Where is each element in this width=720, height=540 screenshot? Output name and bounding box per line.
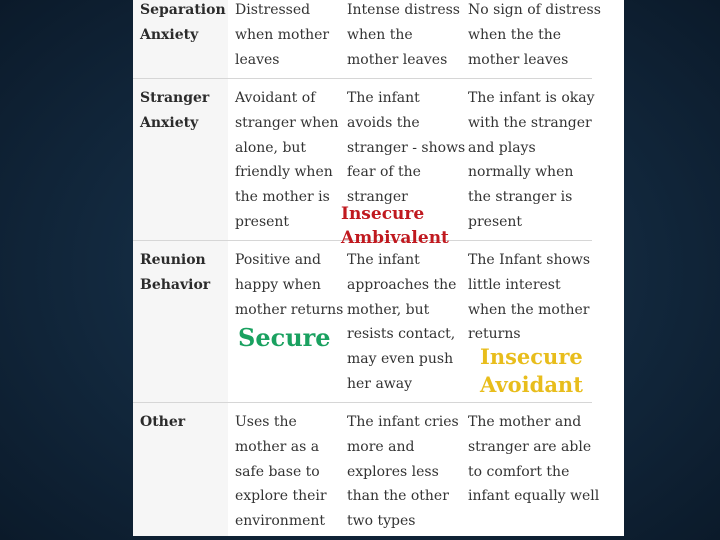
- cell-reunion-avoidant: The Infant shows little interest when the mother returns: [468, 252, 591, 343]
- cell-other-avoidant: The mother and stranger are able to comfort the infant equally well: [468, 414, 600, 505]
- row-label-reunion-behavior: Reunion Behavior: [140, 252, 211, 293]
- cell-stranger-secure: Avoidant of stranger when alone, but friendly when the mother is present: [235, 90, 339, 230]
- attachment-table: [133, 0, 624, 536]
- row-divider: [133, 402, 592, 403]
- insecure-ambivalent-annotation: Insecure Ambivalent: [341, 204, 449, 248]
- cell-other-secure: Uses the mother as a safe base to explore their environment: [235, 414, 327, 530]
- row-divider: [133, 78, 592, 79]
- insecure-avoidant-annotation: Insecure Avoidant: [480, 344, 583, 397]
- cell-separation-avoidant: No sign of distress when the the mother leaves: [468, 2, 601, 68]
- cell-other-ambivalent: The infant cries more and explores less than the other two types: [347, 414, 459, 530]
- row-label-separation-anxiety: Separation Anxiety: [140, 2, 226, 43]
- cell-separation-secure: Distressed when mother leaves: [235, 2, 330, 68]
- row-label-other: Other: [140, 414, 186, 430]
- cell-stranger-ambivalent: The infant avoids the stranger - shows fear of the stranger: [347, 90, 466, 206]
- cell-reunion-secure: Positive and happy when mother returns: [235, 252, 344, 318]
- cell-separation-ambivalent: Intense distress when the mother leaves: [347, 2, 460, 68]
- cell-stranger-avoidant: The infant is okay with the stranger and plays normally when the stranger is present: [468, 90, 595, 230]
- row-label-stranger-anxiety: Stranger Anxiety: [140, 90, 210, 131]
- cell-reunion-ambivalent: The infant approaches the mother, but resists contact, may even push her away: [347, 252, 457, 392]
- secure-annotation: Secure: [238, 323, 331, 352]
